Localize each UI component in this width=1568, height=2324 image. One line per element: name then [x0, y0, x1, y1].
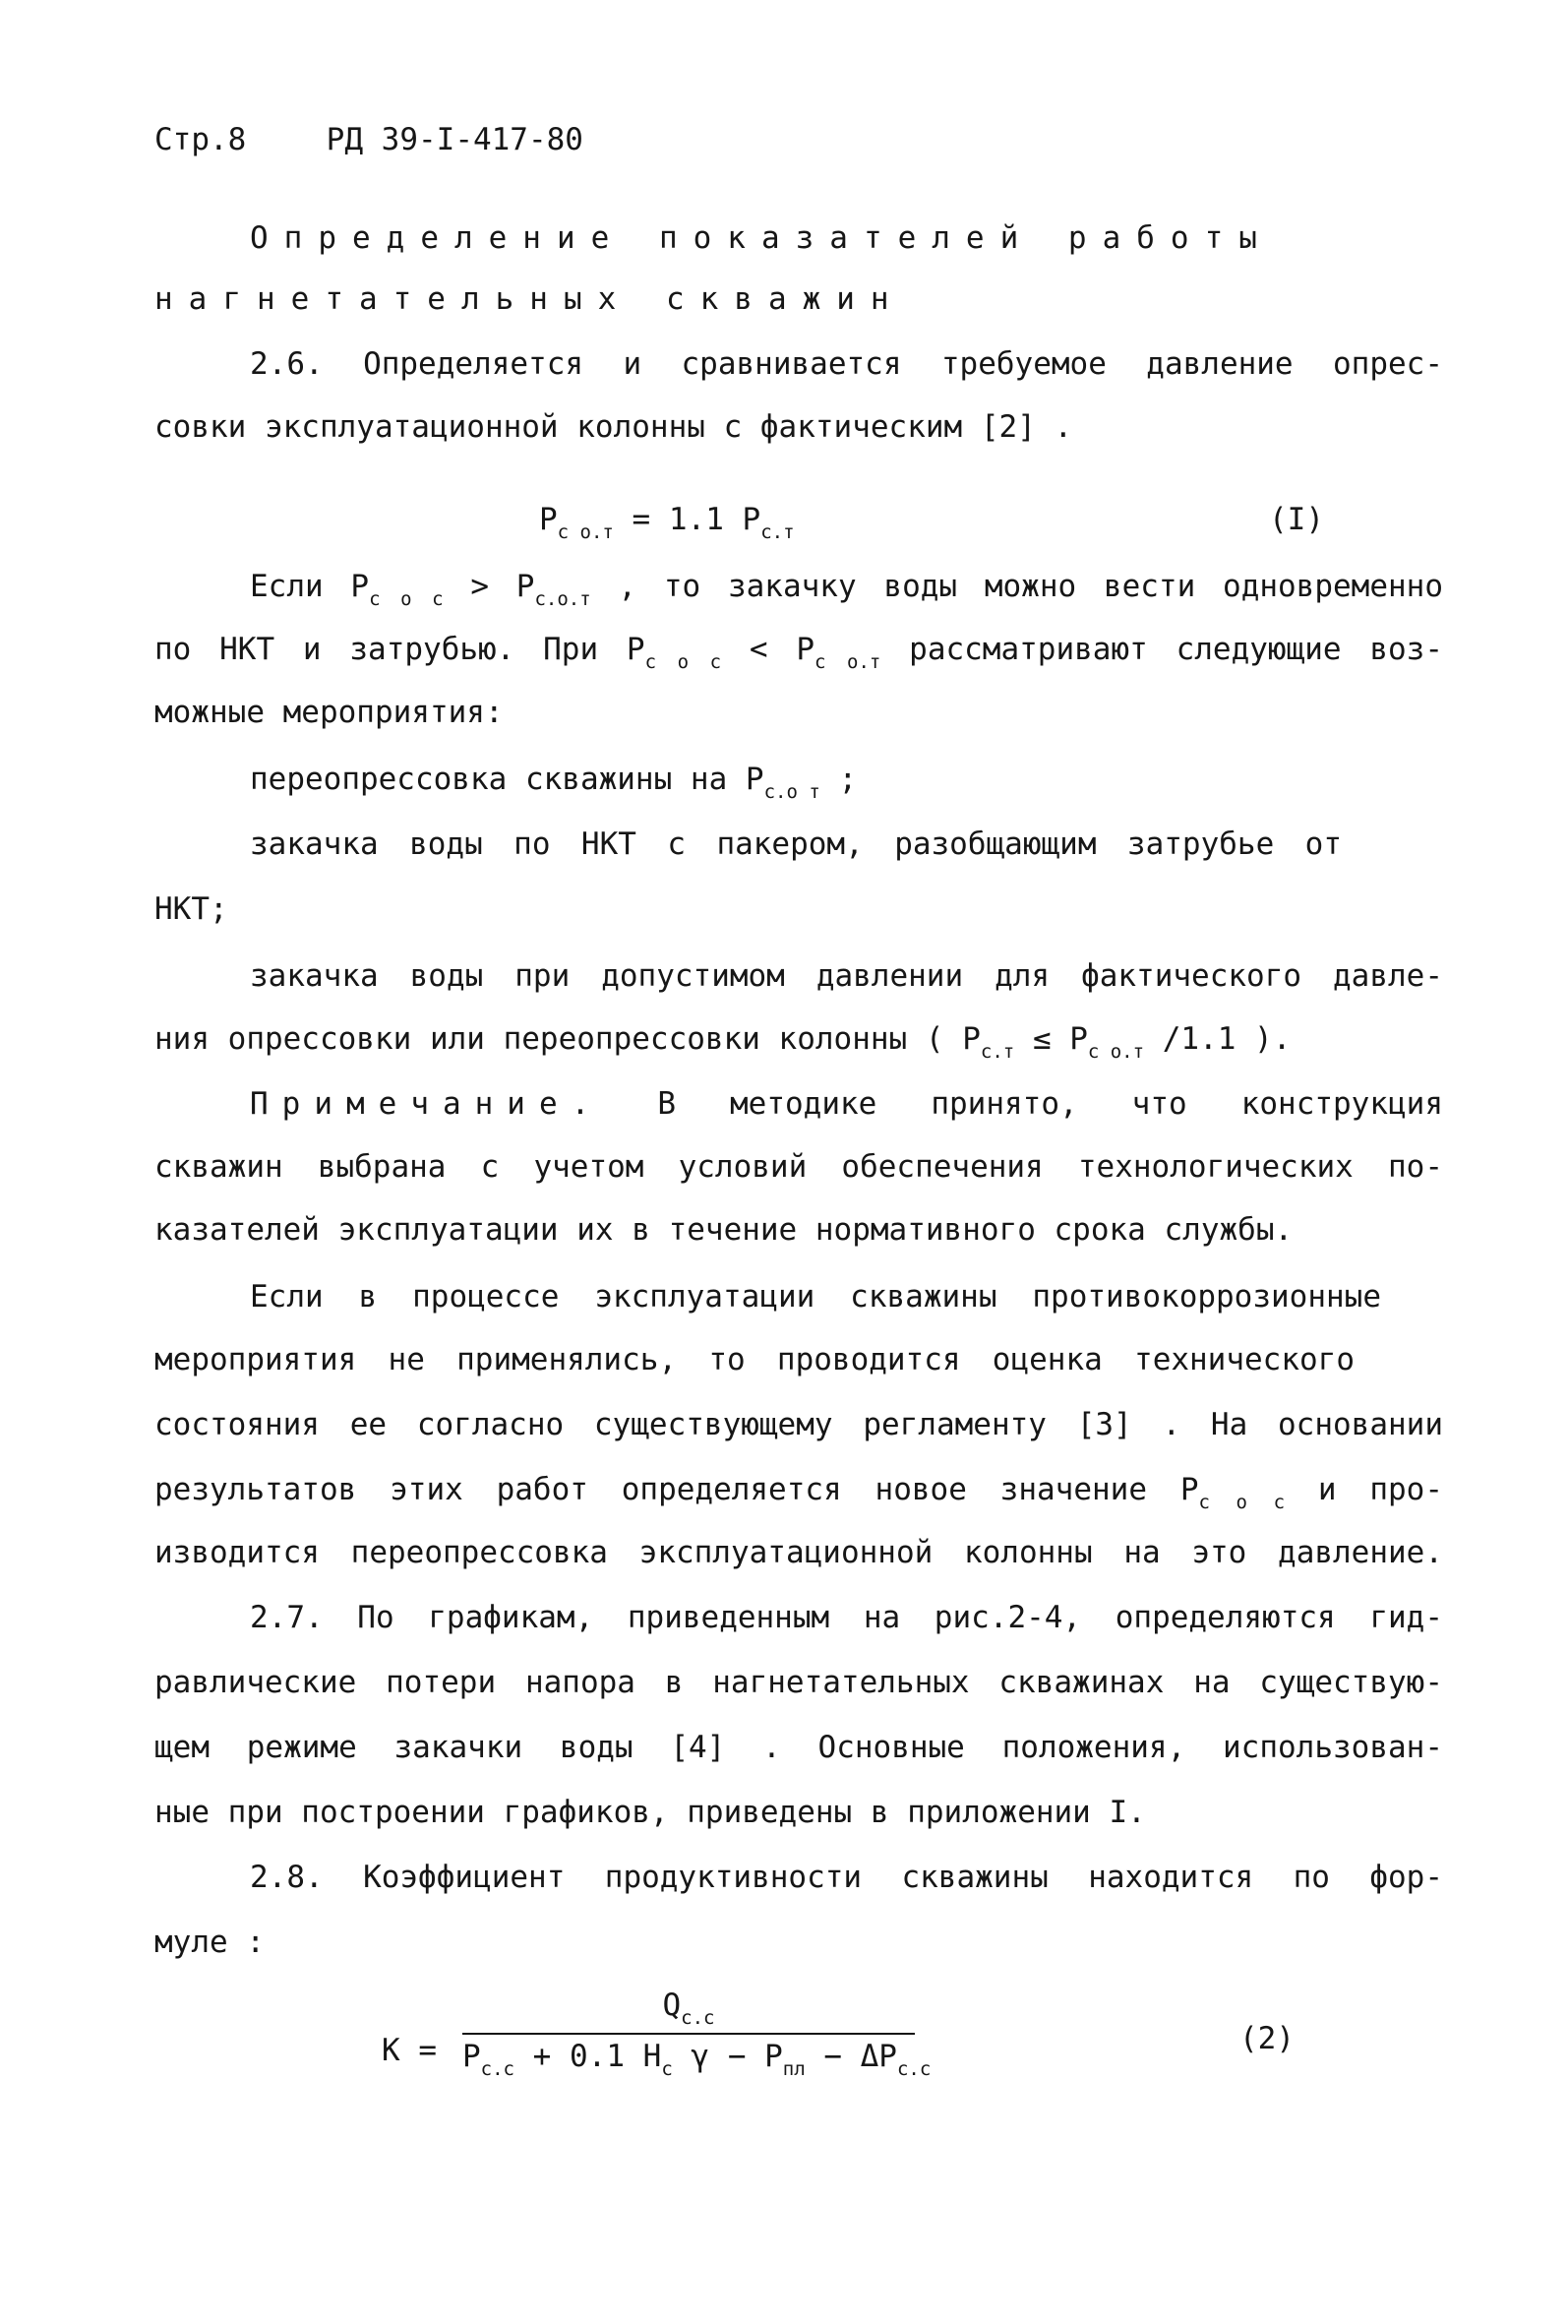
- page-header: [154, 120, 583, 159]
- equation-number-1: (I): [1269, 502, 1324, 537]
- corrosion-line4: результатов этих работ определяется новое значение $P_{с о с}$ и про-: [154, 1472, 1443, 1513]
- para-2-7-line4: ные при построении графиков, приведены в приложении I.: [154, 1795, 1146, 1830]
- formula-1: $P_{с о.т} = 1.1$ $P_{с.т}$: [539, 502, 795, 543]
- document-code: РД 39-I-417-80: [326, 122, 583, 157]
- fraction-bar: [462, 2033, 915, 2035]
- note-line3: казателей эксплуатации их в течение нормативного срока службы.: [154, 1212, 1294, 1248]
- section-heading-line2: нагнетательных скважин: [154, 281, 905, 317]
- para-2-7-line1: 2.7. По графикам, приведенным на рис.2-4, определяются гид-: [250, 1600, 1443, 1635]
- corrosion-line5: изводится переопрессовка эксплуатационной колонны на это давление.: [154, 1535, 1443, 1570]
- measure-1: переопрессовка скважины на $P_{с.о т}$ ;: [250, 762, 858, 803]
- measure-3-line1: закачка воды при допустимом давлении для фактического давле-: [250, 958, 1443, 994]
- corrosion-line3: состояния ее согласно существующему регламенту [3] . На основании: [154, 1407, 1443, 1442]
- formula-2-fraction: [462, 1986, 932, 2084]
- equation-number-2: (2): [1239, 2021, 1295, 2056]
- condition-line3: можные мероприятия:: [154, 695, 504, 730]
- formula-2-denominator: $P_{с.с} + 0.1$ $H_с$ $\gamma - P_{пл} - \Delta P_{с.с}$: [462, 2039, 932, 2080]
- formula-2-lhs: K =: [382, 2033, 437, 2068]
- para-2-6-line2: совки эксплуатационной колонны с фактическим [2] .: [154, 409, 1073, 445]
- measure-3-line2: ния опрессовки или переопрессовки колонны ( $P_{с.т} \le P_{с о.т}$ /1.1 ).: [154, 1021, 1292, 1063]
- note-label: Примечание.: [250, 1086, 604, 1122]
- note-line2: скважин выбрана с учетом условий обеспечения технологических по-: [154, 1149, 1443, 1185]
- formula-2-numerator: $Q_{с.с}$: [662, 1988, 715, 2029]
- condition-line2: по НКТ и затрубью. При $P_{с о с} < P_{с о.т}$ рассматривают следующие воз-: [154, 632, 1444, 673]
- page-number: Стр.8: [154, 122, 247, 157]
- para-2-7-line3: щем режиме закачки воды [4] . Основные положения, использован-: [154, 1730, 1443, 1765]
- para-2-8-line2: муле :: [154, 1925, 265, 1960]
- note-line1: Примечание. В методике принято, что конструкция: [250, 1086, 1443, 1122]
- corrosion-line2: мероприятия не применялись, то проводится оценка технического: [154, 1342, 1355, 1377]
- para-2-7-line2: равлические потери напора в нагнетательных скважинах на существую-: [154, 1665, 1443, 1700]
- corrosion-line1: Если в процессе эксплуатации скважины противокоррозионные: [250, 1279, 1381, 1315]
- para-2-6-line1: 2.6. Определяется и сравнивается требуемое давление опрес-: [250, 346, 1443, 382]
- section-heading-line1: Определение показателей работы: [250, 220, 1273, 256]
- para-2-8-line1: 2.8. Коэффициент продуктивности скважины находится по фор-: [250, 1860, 1443, 1895]
- measure-2-line1: закачка воды по НКТ с пакером, разобщающим затрубье от: [250, 826, 1342, 862]
- condition-line1: Если $P_{с о с} > P_{с.о.т}$ , то закачку воды можно вести одновременно: [250, 569, 1443, 610]
- measure-2-line2: НКТ;: [154, 891, 228, 927]
